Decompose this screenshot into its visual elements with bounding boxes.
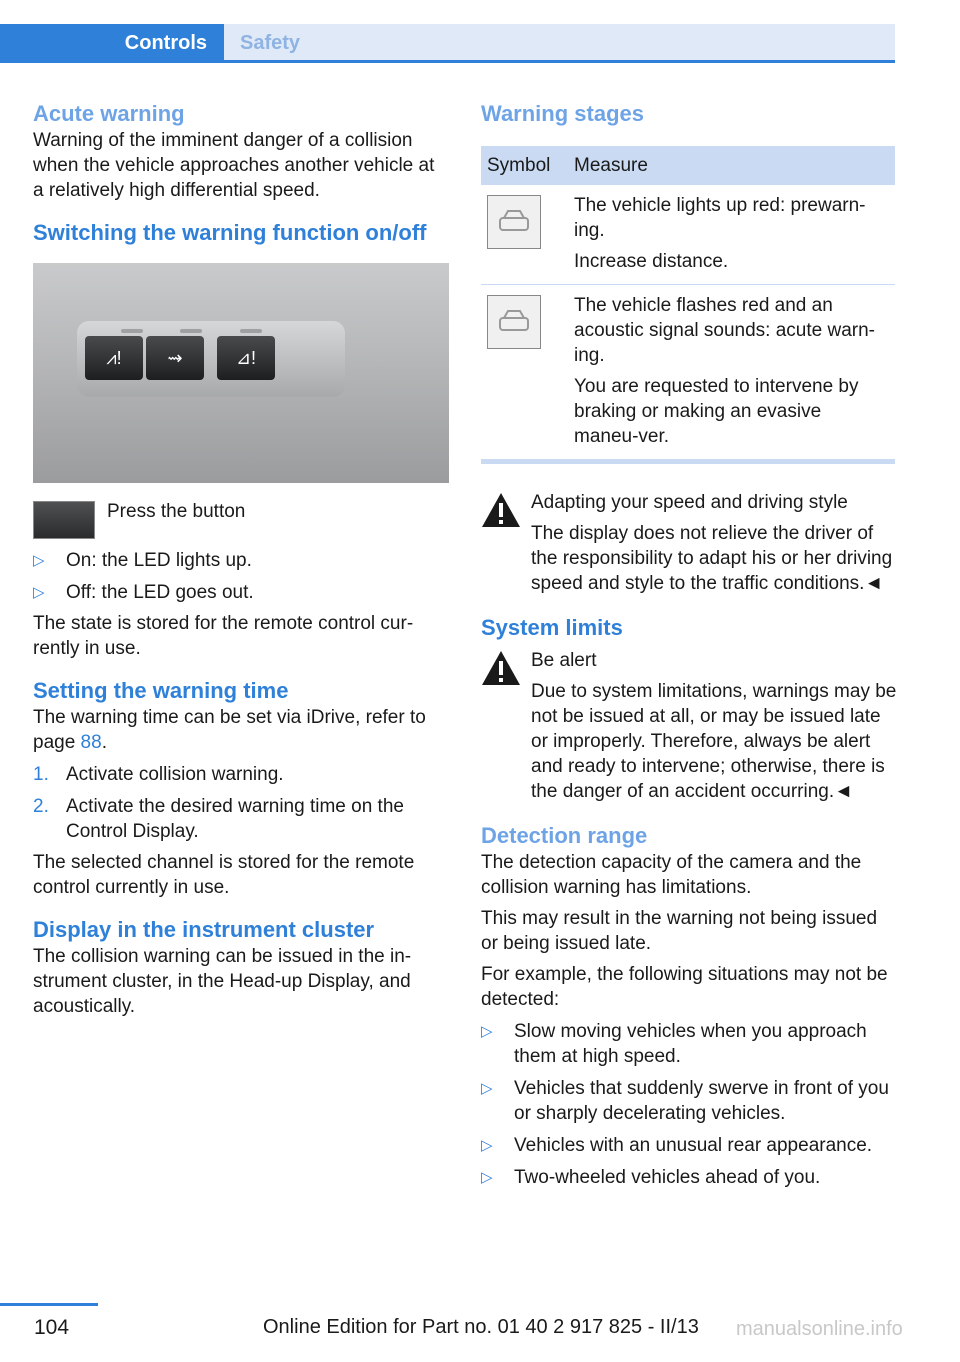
car-acute-warning-icon: [487, 295, 541, 349]
warning-triangle-icon: [481, 492, 521, 528]
range-text: For example, the following situations may not be detected:: [481, 964, 888, 1010]
bullet-marker-icon: ▷: [33, 584, 45, 601]
measure-text: The vehicle lights up red: prewarn-ing.: [574, 195, 866, 241]
page-link[interactable]: 88: [80, 732, 102, 753]
bullet-marker-icon: ▷: [481, 1169, 493, 1186]
detection-range-heading: Detection range: [481, 823, 648, 848]
right-column: [481, 100, 897, 1190]
table-row: [481, 285, 895, 460]
table-row: [481, 185, 895, 285]
led-indicator: [121, 329, 143, 333]
list-item: 2. Activate the desired warning time on the Control Display.: [33, 796, 404, 842]
press-button-row: [33, 499, 449, 541]
cluster-text: The collision warning can be issued in the in-strument cluster, in the Head-up Display, and acoustically.: [33, 946, 412, 1017]
range-text: The detection capacity of the camera and the collision warning has limitations.: [481, 852, 862, 898]
state-text: The state is stored for the remote control cur-rently in use.: [33, 613, 414, 659]
column-header: Measure: [568, 146, 895, 185]
warning-heading: Adapting your speed and driving style: [531, 492, 848, 513]
led-indicator: [180, 329, 202, 333]
system-limits-heading: System limits: [481, 615, 623, 640]
column-header: Symbol: [481, 146, 568, 185]
measure-text: Increase distance.: [574, 251, 729, 272]
list-item: ▷ Off: the LED goes out.: [33, 582, 254, 603]
list-item: ▷ On: the LED lights up.: [33, 550, 252, 571]
tab-controls[interactable]: Controls: [0, 24, 224, 62]
acute-warning-heading: Acute warning: [33, 101, 185, 126]
warning-time-text: The warning time can be set via iDrive, refer to page 88.: [33, 707, 426, 753]
list-item: ▷ Two-wheeled vehicles ahead of you.: [481, 1167, 821, 1188]
warning-stages-table: [481, 146, 895, 460]
channel-text: The selected channel is stored for the remote control currently in use.: [33, 852, 415, 898]
measure-text: The vehicle flashes red and an acoustic signal sounds: acute warn-ing.: [574, 295, 875, 366]
edition-text: Online Edition for Part no. 01 40 2 917 825 - II/13: [263, 1316, 699, 1338]
list-item: ▷ Vehicles that suddenly swerve in front of you or sharply decelerating vehicles.: [481, 1078, 889, 1124]
header-rule: [0, 60, 895, 63]
button-panel-photo: [33, 263, 449, 483]
list-item: ▷ Slow moving vehicles when you approach them at high speed.: [481, 1021, 867, 1067]
list-item: 1. Activate collision warning.: [33, 764, 284, 785]
warning-triangle-icon: [481, 650, 521, 686]
warning-block: [481, 490, 897, 596]
warning-text: Due to system limitations, warnings may be not be issued at all, or may be issued late or improperly. Therefore, always be alert and ready to intervene; otherwise, there is the danger of an accident occurring.◄: [531, 681, 897, 802]
bullet-marker-icon: ▷: [33, 552, 45, 569]
lane-warning-button: ⩘!: [85, 336, 143, 380]
switching-heading: Switching the warning function on/off: [33, 220, 427, 245]
warning-heading: Be alert: [531, 650, 597, 671]
bullet-marker-icon: ▷: [481, 1023, 493, 1040]
bullet-marker-icon: ▷: [481, 1080, 493, 1097]
car-prewarning-icon: [487, 195, 541, 249]
footer-rule: [0, 1303, 98, 1306]
night-vision-button: ⊿!: [217, 336, 275, 380]
warning-block: [481, 648, 897, 804]
cluster-heading: Display in the instrument cluster: [33, 917, 375, 942]
acute-warning-text: Warning of the imminent danger of a collision when the vehicle approaches another vehicle at a relatively high differential speed.: [33, 130, 435, 201]
press-button-text: Press the button: [107, 501, 246, 522]
collision-warning-icon: [33, 501, 95, 539]
detection-list: [481, 1019, 897, 1190]
bullet-marker-icon: ▷: [481, 1137, 493, 1154]
steps-list: [33, 762, 449, 844]
left-column: [33, 100, 449, 1019]
table-end-rule: [481, 460, 895, 464]
warning-stages-heading: Warning stages: [481, 101, 644, 126]
on-off-list: [33, 548, 449, 605]
measure-text: You are requested to intervene by braking or making an evasive maneu-ver.: [574, 376, 859, 447]
tab-safety[interactable]: Safety: [224, 24, 895, 62]
collision-warning-button: ⇝: [146, 336, 204, 380]
list-item: ▷ Vehicles with an unusual rear appearance.: [481, 1135, 873, 1156]
warning-text: The display does not relieve the driver of the responsibility to adapt his or her driving speed and style to the traffic conditions.◄: [531, 523, 893, 594]
warning-time-heading: Setting the warning time: [33, 678, 289, 703]
led-indicator: [240, 329, 262, 333]
page-number: 104: [34, 1316, 70, 1339]
range-text: This may result in the warning not being issued or being issued late.: [481, 908, 878, 954]
watermark: manualsonline.info: [736, 1318, 903, 1340]
